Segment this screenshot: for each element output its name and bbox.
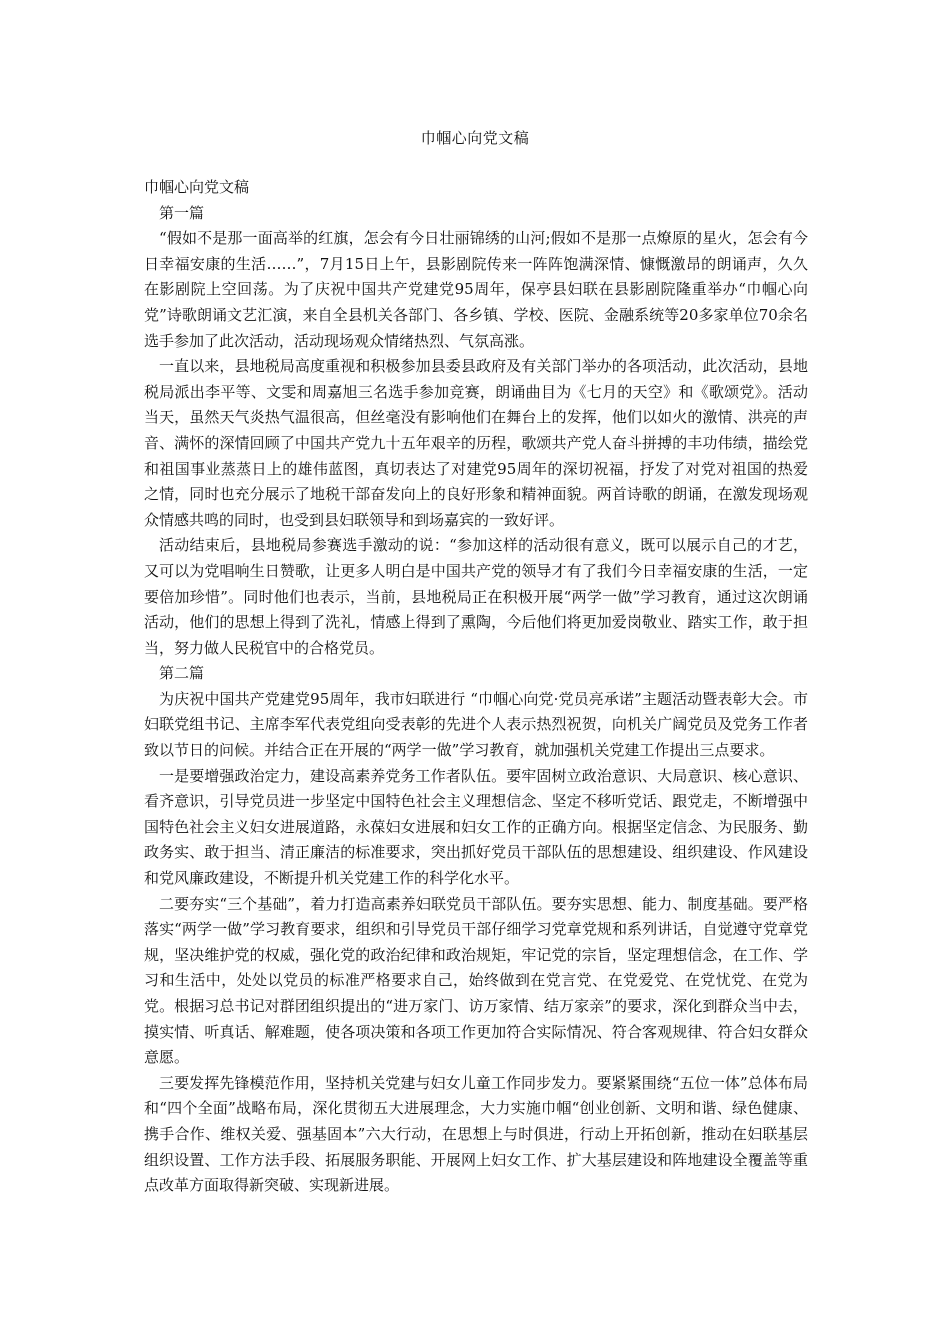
section-heading-2: 第二篇 [159,664,205,683]
document-body [144,175,808,1199]
paragraph: 活动结束后，县地税局参赛选手激动的说：“参加这样的活动很有意义，既可以展示自己的才艺，又可以为党唱响生日赞歌，让更多人明白是中国共产党的领导才有了我们今日幸福安康的生活，一定要倍加珍惜”。同时他们也表示，当前，县地税局正在积极开展“两学一做”学习教育，通过这次朗诵活动，他们的思想上得到了洗礼，情感上得到了熏陶，今后他们将更加爱岗敬业、踏实工作，敢于担当，努力做人民税官中的合格党员。 [144,536,808,657]
paragraph: 三要发挥先锋模范作用，坚持机关党建与妇女儿童工作同步发力。要紧紧围绕“五位一体”总体布局和“四个全面”战略布局，深化贯彻五大进展理念，大力实施巾帼“创业创新、文明和谐、绿色健康、携手合作、维权关爱、强基固本”六大行动，在思想上与时俱进，行动上开拓创新，推动在妇联基层组织设置、工作方法手段、拓展服务职能、开展网上妇女工作、扩大基层建设和阵地建设全覆盖等重点改革方面取得新突破、实现新进展。 [144,1073,808,1195]
document-subtitle: 巾帼心向党文稿 [144,178,250,196]
document-title: 巾帼心向党文稿 [420,129,530,147]
paragraph: “假如不是那一面高举的红旗，怎会有今日壮丽锦绣的山河;假如不是那一点燎原的星火，怎会有今日幸福安康的生活……”，7月15日上午，县影剧院传来一阵阵饱满深情、慷慨激昂的朗诵声，久久在影剧院上空回荡。为了庆祝中国共产党建党95周年，保亭县妇联在县影剧院隆重举办“巾帼心向党”诗歌朗诵文艺汇演，来自全县机关各部门、各乡镇、学校、医院、金融系统等20多家单位70余名选手参加了此次活动，活动现场观众情绪热烈、气氛高涨。 [144,229,808,350]
paragraph: 一是要增强政治定力，建设高素养党务工作者队伍。要牢固树立政治意识、大局意识、核心意识、看齐意识，引导党员进一步坚定中国特色社会主义理想信念、坚定不移听党话、跟党走，不断增强中国特色社会主义妇女进展道路，永葆妇女进展和妇女工作的正确方向。根据坚定信念、为民服务、勤政务实、敢于担当、清正廉洁的标准要求，突出抓好党员干部队伍的思想建设、组织建设、作风建设和党风廉政建设，不断提升机关党建工作的科学化水平。 [144,766,808,888]
paragraph: 一直以来，县地税局高度重视和积极参加县委县政府及有关部门举办的各项活动，此次活动，县地税局派出李平等、文雯和周嘉旭三名选手参加竞赛，朗诵曲目为《七月的天空》和《歌颂党》。活动当天，虽然天气炎热气温很高，但丝毫没有影响他们在舞台上的发挥，他们以如火的激情、洪亮的声音、满怀的深情回顾了中国共产党九十五年艰辛的历程，歌颂共产党人奋斗拼搏的丰功伟绩，描绘党和祖国事业蒸蒸日上的雄伟蓝图，真切表达了对建党95周年的深切祝福，抒发了对党对祖国的热爱之情，同时也充分展示了地税干部奋发向上的良好形象和精神面貌。两首诗歌的朗诵，在激发现场观众情感共鸣的同时，也受到县妇联领导和到场嘉宾的一致好评。 [144,357,808,529]
section-heading-1: 第一篇 [159,203,205,222]
paragraph: 为庆祝中国共产党建党95周年，我市妇联进行 “巾帼心向党·党员亮承诺”主题活动暨表彰大会。市妇联党组书记、主席李军代表党组向受表彰的先进个人表示热烈祝贺，向机关广阔党员及党务工作者致以节日的问候。并结合正在开展的“两学一做”学习教育，就加强机关党建工作提出三点要求。 [144,689,808,760]
paragraph: 二要夯实“三个基础”，着力打造高素养妇联党员干部队伍。要夯实思想、能力、制度基础。要严格落实“两学一做”学习教育要求，组织和引导党员干部仔细学习党章党规和系列讲话，自觉遵守党章党规，坚决维护党的权威，强化党的政治纪律和政治规矩，牢记党的宗旨，坚定理想信念，在工作、学习和生活中，处处以党员的标准严格要求自己，始终做到在党言党、在党爱党、在党忧党、在党为党。根据习总书记对群团组织提出的“进万家门、访万家情、结万家亲”的要求，深化到群众当中去，摸实情、听真话、解难题，使各项决策和各项工作更加符合实际情况、符合客观规律、符合妇女群众意愿。 [144,894,808,1067]
